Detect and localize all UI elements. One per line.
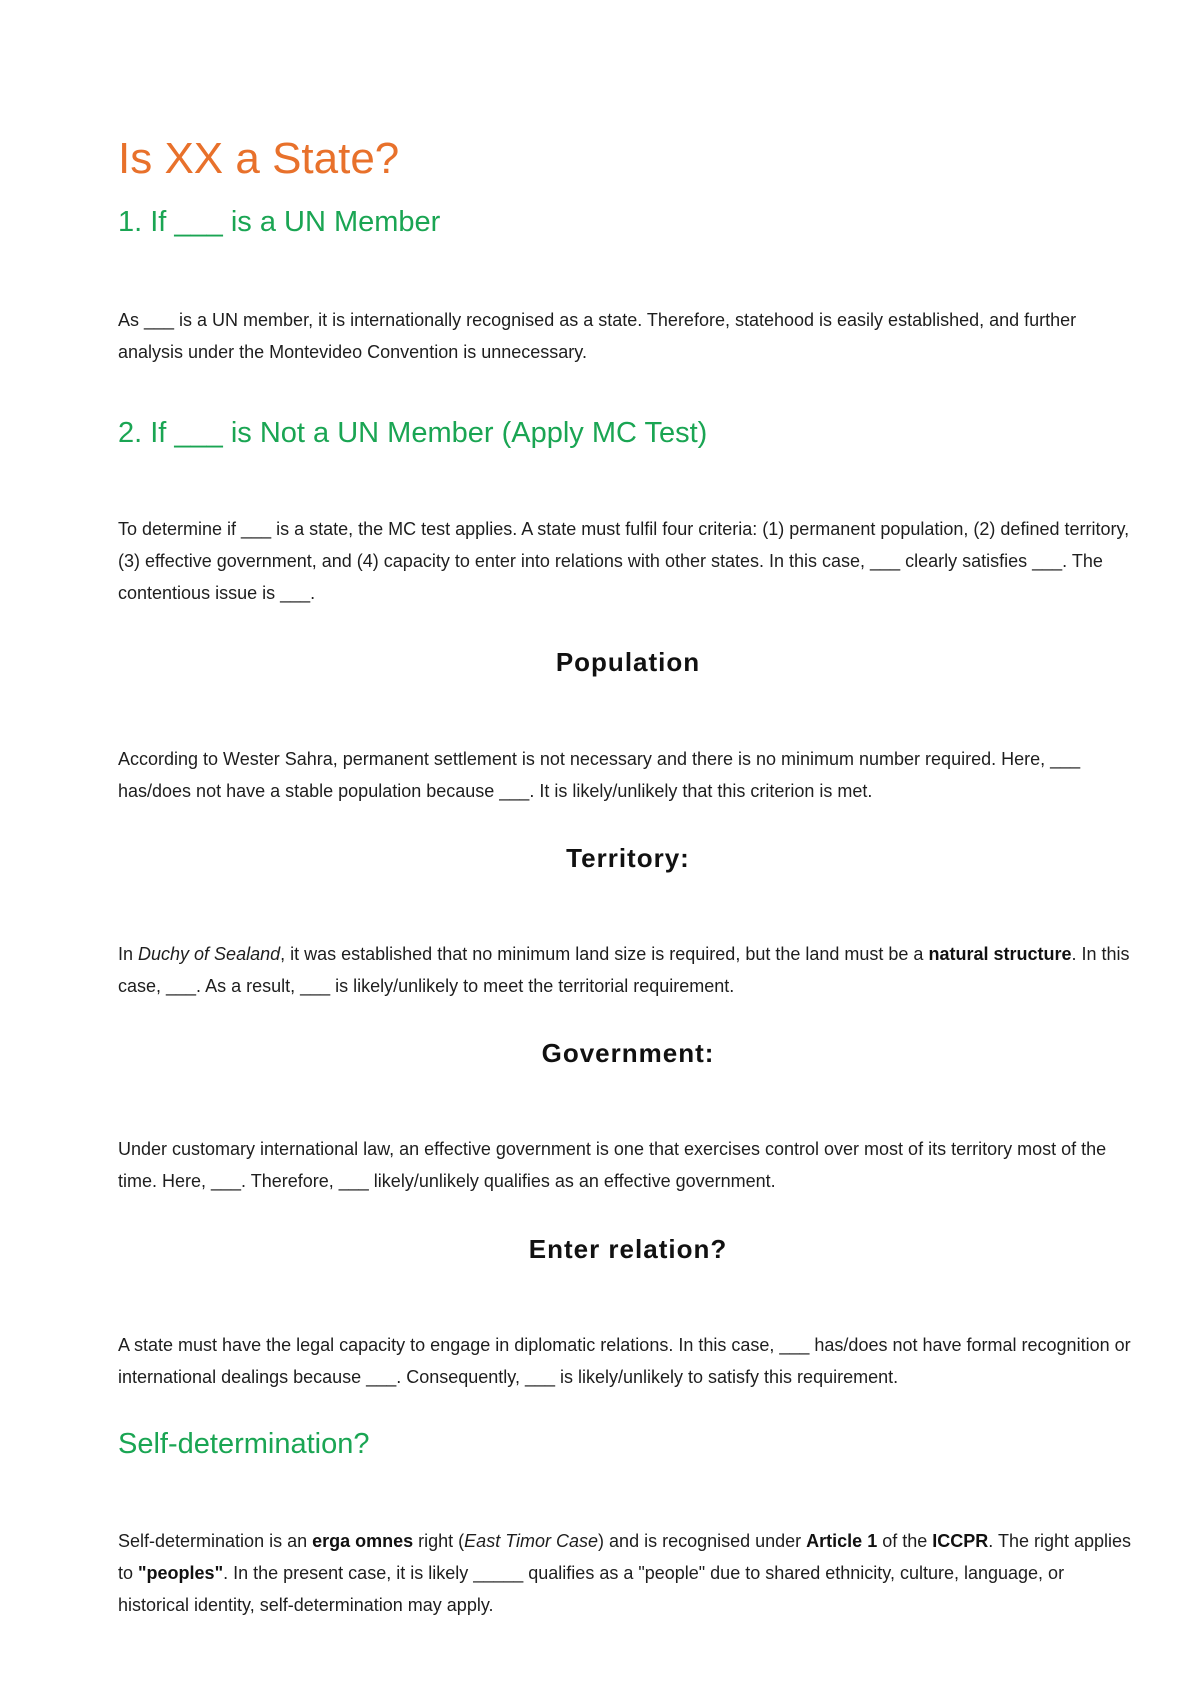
iccpr-emphasis: ICCPR <box>932 1531 989 1551</box>
territory-text-1: In <box>118 944 139 964</box>
sd-text-6: . In the present case, it is likely _____ qualifies as a "people" due to shared ethnicity, culture, language, or historical identity, self-determination may apply. <box>118 1563 1065 1615</box>
heading-self-determination: Self-determination? <box>118 1428 370 1460</box>
sd-text-4: of the <box>877 1531 933 1551</box>
sd-text-2: right ( <box>413 1531 465 1551</box>
paragraph-un-member: As ___ is a UN member, it is internationally recognised as a state. Therefore, statehood is easily established, and further analysis under the Montevideo Convention is unnecessary. <box>118 310 1077 362</box>
paragraph-self-determination <box>118 1525 1138 1621</box>
heading-territory: Territory: <box>566 843 690 873</box>
heading-mc-test: 2. If ___ is Not a UN Member (Apply MC Test) <box>118 417 708 449</box>
heading-un-member: 1. If ___ is a UN Member <box>118 206 441 238</box>
sd-text-3: ) and is recognised under <box>598 1531 807 1551</box>
heading-enter-relation: Enter relation? <box>528 1234 728 1264</box>
article-1-emphasis: Article 1 <box>806 1531 878 1551</box>
paragraph-enter-relation: A state must have the legal capacity to engage in diplomatic relations. In this case, ___ has/does not have formal recognition or international dealings because ___. Consequently, ___ is likely/unlikely to satisfy this requirement. <box>118 1335 1131 1387</box>
paragraph-mc-test: To determine if ___ is a state, the MC test applies. A state must fulfil four criteria: (1) permanent population, (2) defined territory, (3) effective government, and (4) capacity to enter into relations with other states. In this case, ___ clearly satisfies ___. The contentious issue is ___. <box>118 519 1130 603</box>
paragraph-population: According to Wester Sahra, permanent settlement is not necessary and there is no minimum number required. Here, ___ has/does not have a stable population because ___. It is likely/unlikely that this criterion is met. <box>118 749 1081 801</box>
paragraph-territory <box>118 938 1138 1002</box>
sd-text-1: Self-determination is an <box>118 1531 313 1551</box>
territory-text-3: . In this case, ___. As a result, ___ is likely/unlikely to meet the territorial requirement. <box>118 944 1130 996</box>
document-title: Is XX a State? <box>118 134 400 183</box>
case-duchy-of-sealand: Duchy of Sealand <box>138 944 281 964</box>
case-east-timor: East Timor Case <box>464 1531 599 1551</box>
sd-text-5: . The right applies to <box>118 1531 1132 1583</box>
natural-structure-emphasis: natural structure <box>928 944 1072 964</box>
heading-government: Government: <box>541 1038 715 1068</box>
erga-omnes-emphasis: erga omnes <box>312 1531 414 1551</box>
heading-population: Population <box>555 647 701 677</box>
paragraph-government: Under customary international law, an effective government is one that exercises control over most of its territory most of the time. Here, ___. Therefore, ___ likely/unlikely qualifies as an effective government. <box>118 1139 1107 1191</box>
territory-text-2: , it was established that no minimum land size is required, but the land must be a <box>280 944 929 964</box>
peoples-emphasis: "peoples" <box>138 1563 224 1583</box>
